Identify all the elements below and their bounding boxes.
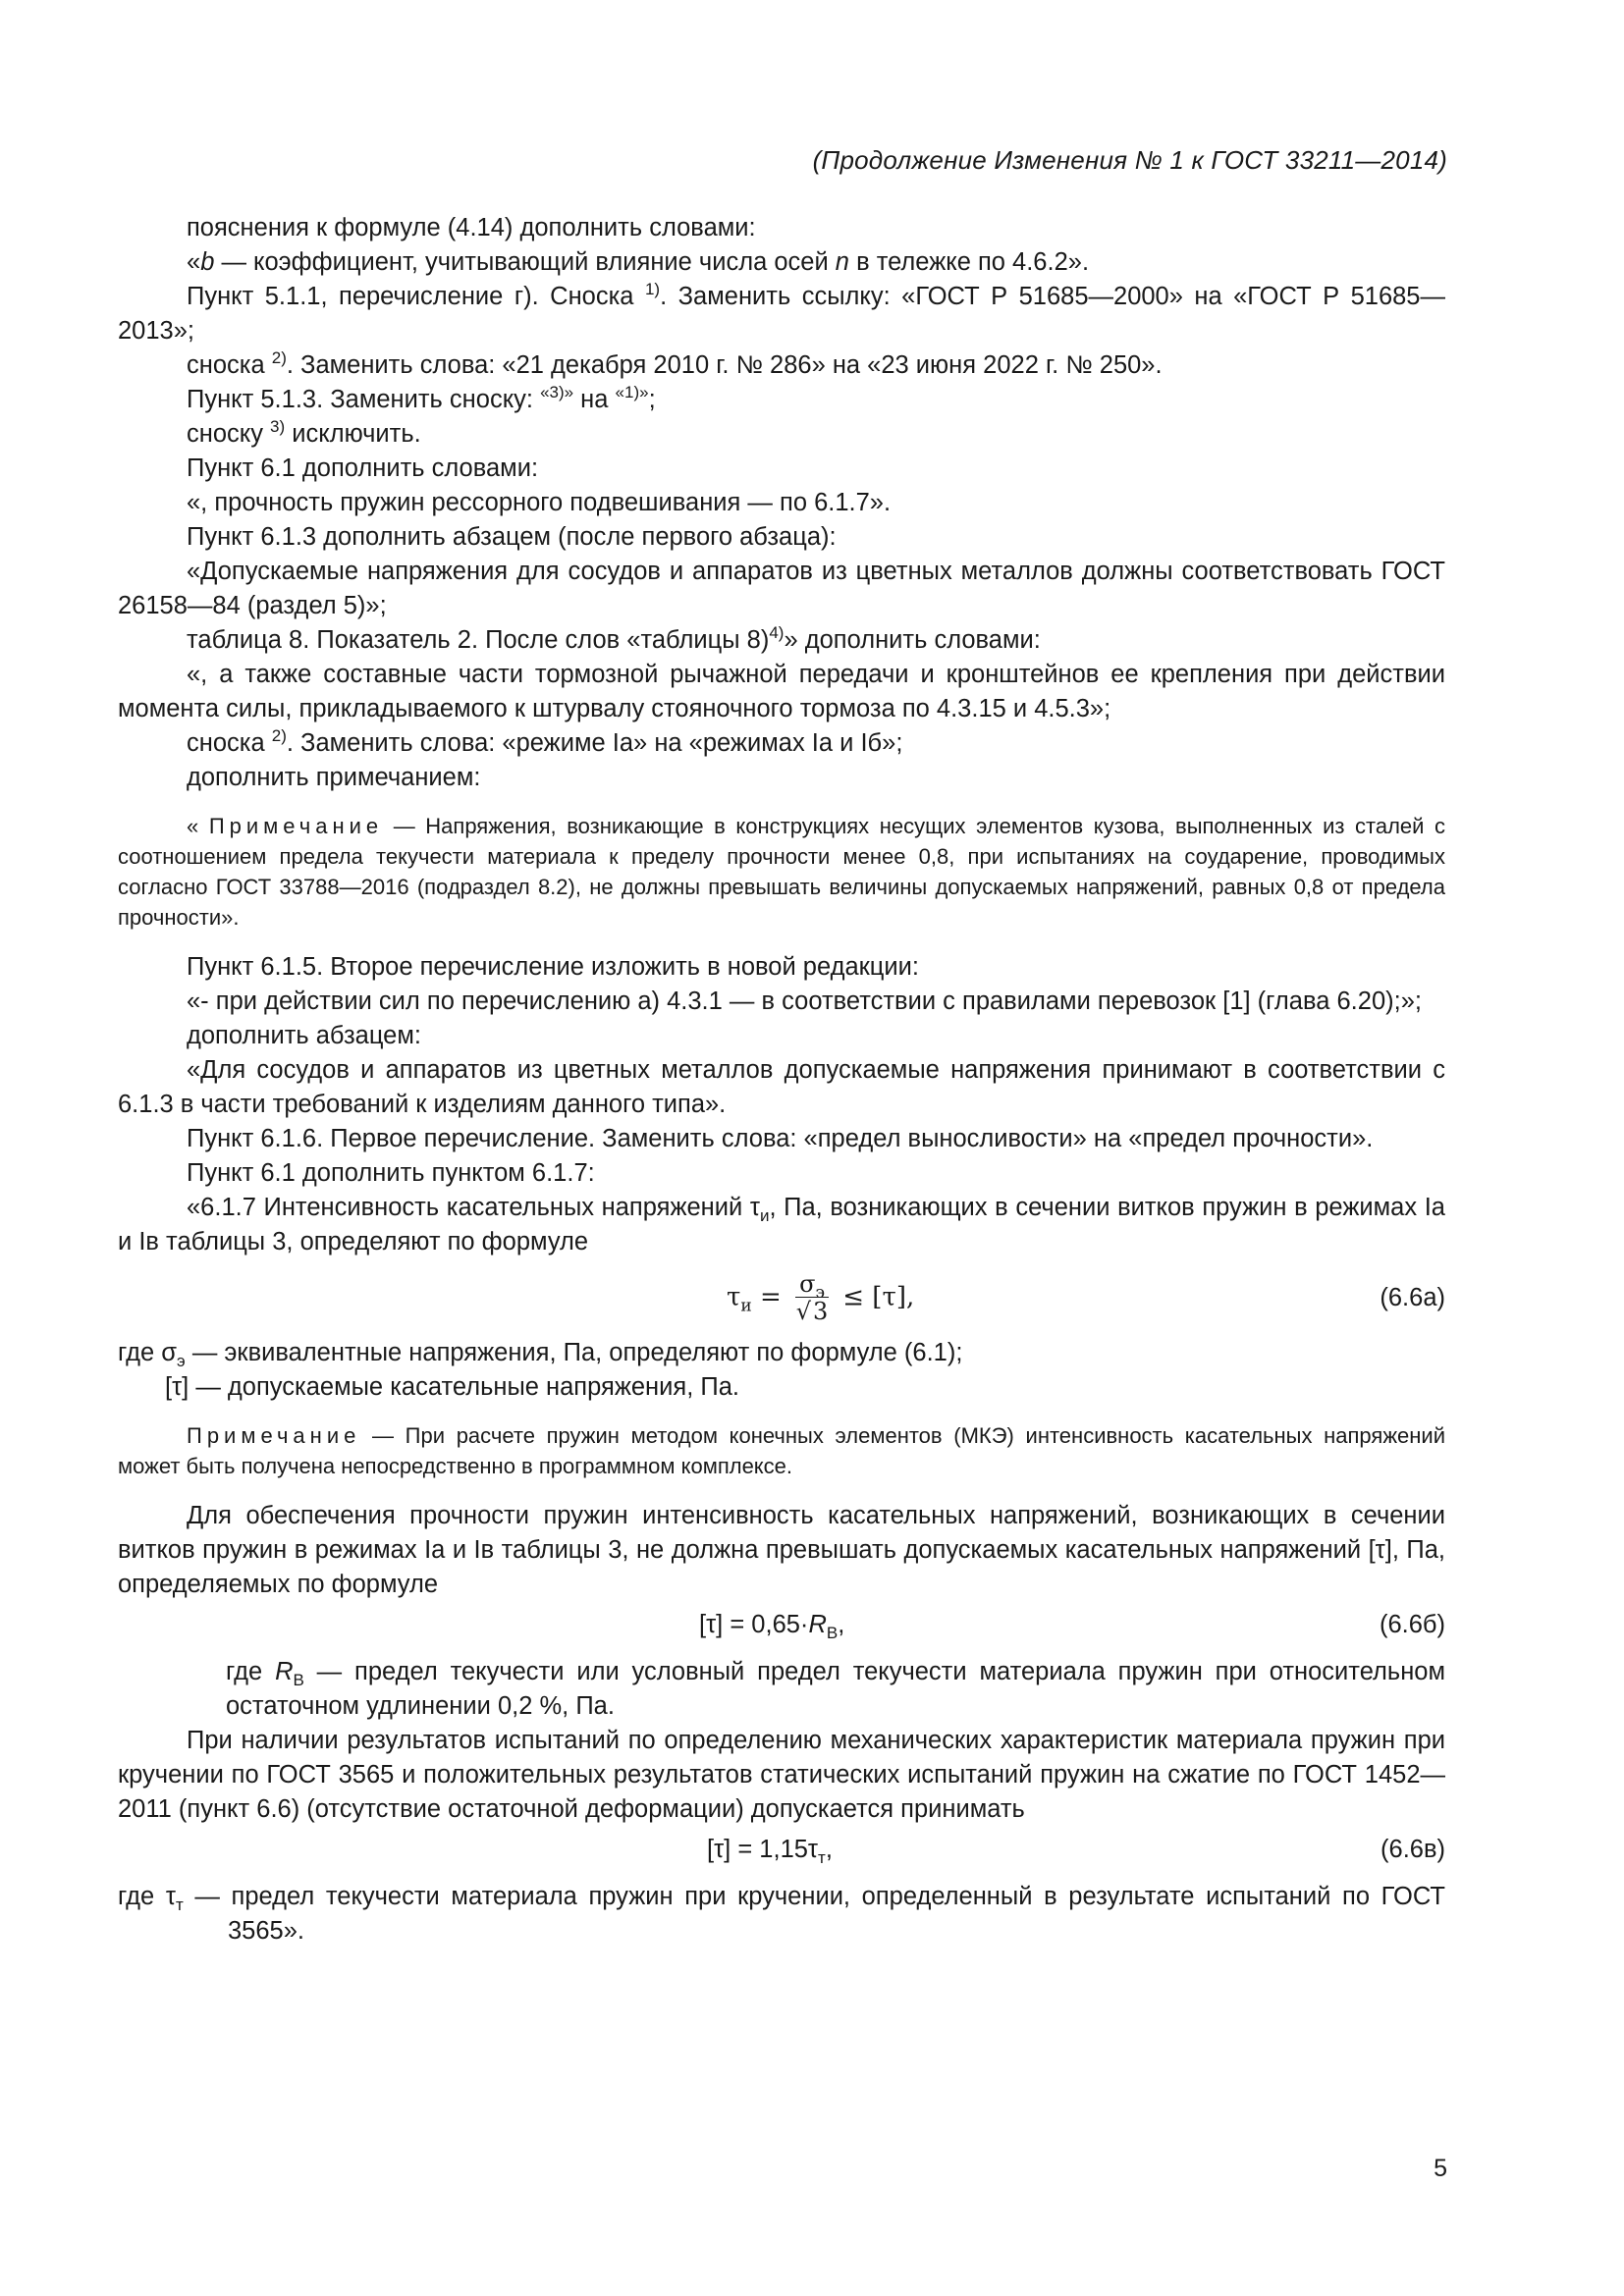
paragraph: Пункт 5.1.3. Заменить сноску: $^{«3)»}$ на $^{«1)»}$; [187,383,656,413]
paragraph: «, а также составные части тормозной рычажной передачи и кронштейнов ее крепления при действии момента силы, прикладываемого к штурвалу стояночного тормоза по 4.3.15 и 4.5.3»; [118,661,1445,722]
formula-number: (6.6б) [1379,1611,1445,1638]
paragraph: Пункт 6.1 дополнить пунктом 6.1.7: [187,1159,595,1187]
where-clause: где $\sigma_э$ — эквивалентные напряжения, Па, определяют по формуле (6.1); [118,1339,963,1370]
paragraph: Пункт 6.1.5. Второе перечисление изложить в новой редакции: [187,953,919,981]
paragraph: сноску $^{3)}$ исключить. [187,417,421,448]
document-body [118,211,1445,1949]
paragraph: сноска $^{2)}$. Заменить слова: «режиме Iа» на «режимах Iа и Iб»; [187,726,903,757]
paragraph: «, прочность пружин рессорного подвешивания — по 6.1.7». [187,489,892,516]
paragraph: Пункт 5.1.1, перечисление г). Сноска $^{1)}$. Заменить ссылку: «ГОСТ Р 51685—2000» на «ГОСТ Р 51685—2013»; [118,280,1445,345]
paragraph: Пункт 6.1.3 дополнить абзацем (после первого абзаца): [187,523,837,551]
where-clause: [τ] — допускаемые касательные напряжения, Па. [165,1373,739,1401]
paragraph: «Для сосудов и аппаратов из цветных металлов допускаемые напряжения принимают в соответствии с 6.1.3 в части требований к изделиям данного типа». [118,1056,1445,1118]
note-block: Примечание — При расчете пружин методом конечных элементов (МКЭ) интенсивность касательных напряжений может быть получена непосредственно в программном комплексе. [118,1423,1445,1478]
paragraph: «Допускаемые напряжения для сосудов и аппаратов из цветных металлов должны соответствовать ГОСТ 26158—84 (раздел 5)»; [118,558,1445,619]
note-label: Примечание [187,1423,361,1448]
formula-number: (6.6в) [1380,1836,1445,1863]
paragraph: Пункт 6.1 дополнить словами: [187,454,539,482]
paragraph: «- при действии сил по перечислению а) 4.3.1 — в соответствии с правилами перевозок [1] (глава 6.20);»; [187,988,1422,1015]
formula-expression: $[\tau] = 0,65\cdot R_В$, [699,1611,845,1642]
note-block: « Примечание — Напряжения, возникающие в конструкциях несущих элементов кузова, выполненных из сталей с соотношением предела текучести материала к пределу прочности менее 0,8, при испытаниях на соударение, проводимых согласно ГОСТ 33788—2016 (подраздел 8.2), не должны превышать величины допускаемых напряжений, равных 0,8 от предела прочности». [118,814,1445,930]
formula-expression: $[\tau] = 1,15\tau_т$, [707,1836,833,1867]
paragraph: «b — коэффициент, учитывающий влияние числа осей n в тележке по 4.6.2». [187,248,1090,276]
paragraph: дополнить абзацем: [187,1022,421,1049]
page-number: 5 [1434,2155,1447,2182]
formula-6-6b [118,1608,1445,1647]
paragraph: пояснения к формуле (4.14) дополнить словами: [187,214,756,241]
formula-expression: $\tau_и$ = $\frac{\sigma_э}{√3}$ ≤ [τ], [727,1270,915,1325]
where-clause: где $\tau_т$ — предел текучести материала пружин при кручении, определенный в результате испытаний по ГОСТ 3565». [118,1883,1446,1945]
paragraph: таблица 8. Показатель 2. После слов «таблицы 8)$^{4)}$» дополнить словами: [187,623,1041,654]
where-clause: где $R_В$ — предел текучести или условный предел текучести материала пружин при относительном остаточном удлинении 0,2 %, Па. [226,1658,1445,1720]
paragraph: сноска $^{2)}$. Заменить слова: «21 декабря 2010 г. № 286» на «23 июня 2022 г. № 250». [187,348,1163,379]
paragraph: Пункт 6.1.6. Первое перечисление. Заменить слова: «предел выносливости» на «предел прочности». [187,1125,1374,1152]
note-label: Примечание [208,814,384,838]
formula-6-6v [118,1833,1445,1872]
paragraph: При наличии результатов испытаний по определению механических характеристик материала пружин при кручении по ГОСТ 3565 и положительных результатов статических испытаний пружин на сжатие по ГОСТ 1452—2011 (пункт 6.6) (отсутствие остаточной деформации) допускается принимать [118,1727,1445,1823]
formula-6-6a [118,1271,1445,1326]
fraction: $\frac{\sigma_э}{√3}$ [795,1270,829,1325]
paragraph: «6.1.7 Интенсивность касательных напряжений $\tau_и$, Па, возникающих в сечении витков пружин в режимах Iа и Iв таблицы 3, определяют по формуле [118,1194,1445,1255]
paragraph: дополнить примечанием: [187,764,481,791]
running-header: (Продолжение Изменения № 1 к ГОСТ 33211—2014) [812,145,1447,175]
formula-number: (6.6а) [1380,1284,1445,1311]
paragraph: Для обеспечения прочности пружин интенсивность касательных напряжений, возникающих в сечении витков пружин в режимах Iа и Iв таблицы 3, не должна превышать допускаемых касательных напряжений [τ], Па, определяемых по формуле [118,1502,1445,1598]
